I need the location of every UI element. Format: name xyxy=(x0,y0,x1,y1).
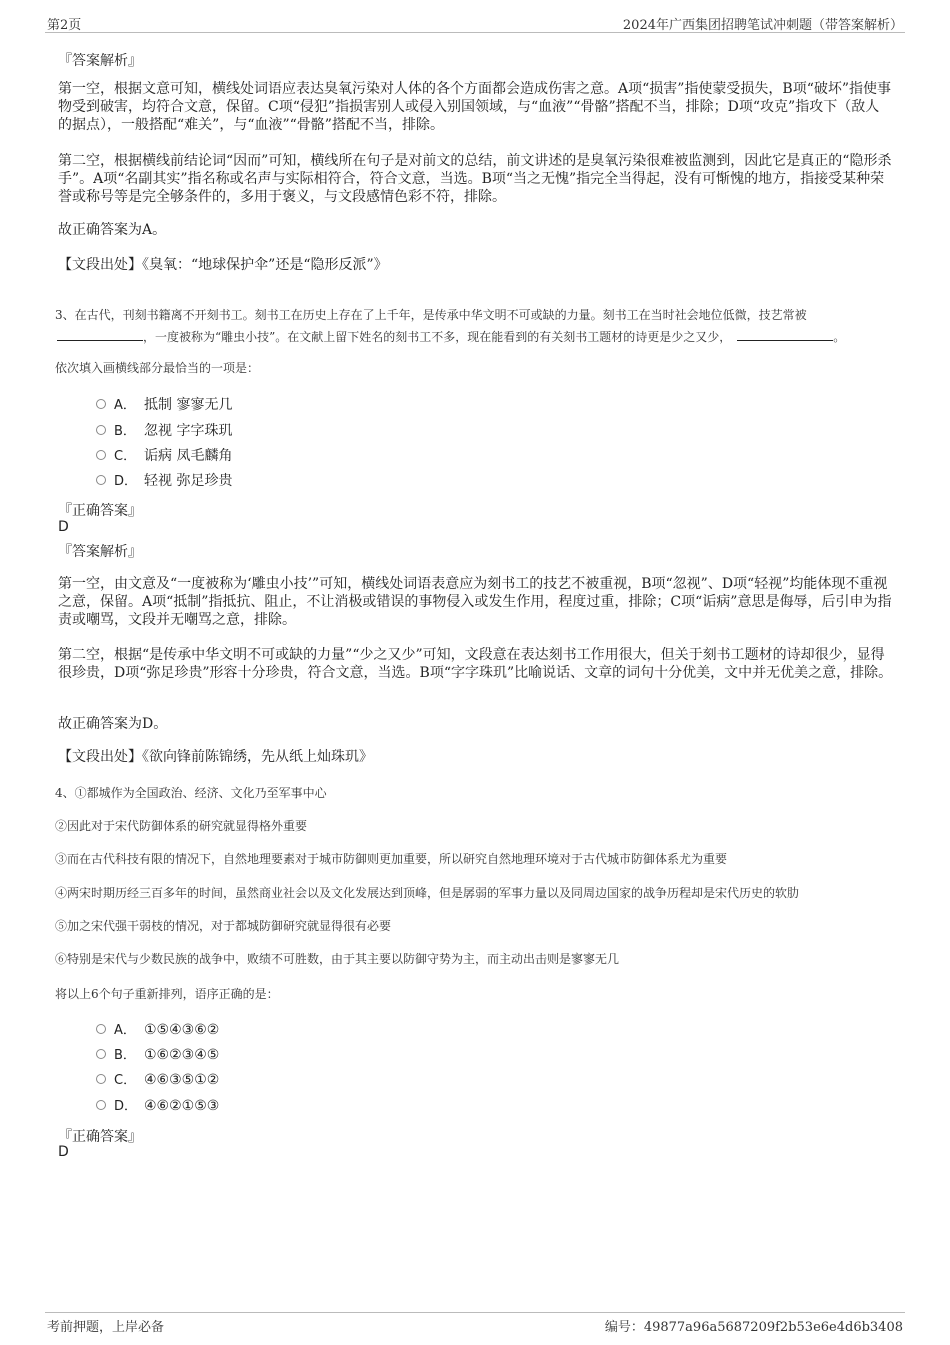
radio-icon[interactable] xyxy=(96,1074,106,1084)
radio-icon[interactable] xyxy=(96,399,106,409)
q3-correct-heading: 『正确答案』 xyxy=(58,503,142,519)
q2-conclusion: 故正确答案为A。 xyxy=(58,222,167,238)
q4-option-b[interactable]: B． ①⑥②③④⑤ xyxy=(96,1045,219,1065)
q4-option-c[interactable]: C． ④⑥③⑤①② xyxy=(96,1070,219,1090)
q3-analysis-para-2: 第二空，根据“是传承中华文明不可或缺的力量”“少之又少”可知，文段意在表达刻书工作用很大，但关于刻书工题材的诗却很少，显得很珍贵，D项“弥足珍贵”形容十分珍贵，符合文意，当选。B项“字字珠玑”比喻说话、文章的词句十分优美，文中并无优美之意，排除。 xyxy=(58,647,893,681)
page-header xyxy=(45,12,905,33)
q4-sentence-3: ③而在古代科技有限的情况下，自然地理要素对于城市防御则更加重要，所以研究自然地理环境对于古代城市防御体系尤为重要 xyxy=(55,852,728,866)
q3-blank-1 xyxy=(57,326,143,341)
q3-option-b[interactable]: B． 忽视 字字珠玑 xyxy=(96,421,232,441)
document-title: 2024年广西集团招聘笔试冲刺题（带答案解析） xyxy=(622,18,903,33)
q4-option-a[interactable]: A． ①⑤④③⑥② xyxy=(96,1020,219,1040)
q3-analysis-heading: 『答案解析』 xyxy=(58,544,142,560)
radio-icon[interactable] xyxy=(96,1024,106,1034)
q3-source: 【文段出处】《欲向锋前陈锦绣，先从纸上灿珠玑》 xyxy=(58,749,373,765)
q3-stem-part-3: 。 xyxy=(833,330,846,344)
q2-analysis-heading: 『答案解析』 xyxy=(58,53,142,69)
q2-analysis-para-2: 第二空，根据横线前结论词“因而”可知，横线所在句子是对前文的总结，前文讲述的是臭氧污染很难被监测到，因此它是真正的“隐形杀手”。A项“名副其实”指名称或名声与实际相符合，符合文意，当选。B项“当之无愧”指完全当得起，没有可惭愧的地方，指接受某种荣誉或称号等是完全够条件的，多用于褒义，与文段感情色彩不符，排除。 xyxy=(58,153,892,205)
q4-correct-answer: D xyxy=(58,1144,69,1160)
q3-option-a[interactable]: A． 抵制 寥寥无几 xyxy=(96,395,232,415)
document-id: 编号：49877a96a5687209f2b53e6e4d6b3408 xyxy=(604,1320,903,1335)
radio-icon[interactable] xyxy=(96,475,106,485)
radio-icon[interactable] xyxy=(96,425,106,435)
footer-slogan: 考前押题，上岸必备 xyxy=(47,1320,165,1335)
q4-sentence-5: ⑤加之宋代强干弱枝的情况，对于都城防御研究就显得很有必要 xyxy=(55,919,392,933)
q4-correct-heading: 『正确答案』 xyxy=(58,1129,142,1145)
page-number: 第2页 xyxy=(47,18,82,33)
q4-sentence-6: ⑥特别是宋代与少数民族的战争中，败绩不可胜数，由于其主要以防御守势为主，而主动出击则是寥寥无几 xyxy=(55,952,620,966)
q3-conclusion: 故正确答案为D。 xyxy=(58,716,168,732)
q3-stem-part-1: 3、在古代，刊刻书籍离不开刻书工。刻书工在历史上存在了上千年，是传承中华文明不可或缺的力量。刻书工在当时社会地位低微，技艺常被 xyxy=(55,308,807,322)
q3-stem xyxy=(55,304,900,348)
q3-stem-part-2: ，一度被称为“雕虫小技”。在文献上留下姓名的刻书工不多，现在能看到的有关刻书工题材的诗更是少之又少， xyxy=(143,330,732,344)
radio-icon[interactable] xyxy=(96,450,106,460)
q3-correct-answer: D xyxy=(58,519,69,535)
q4-sentence-4: ④两宋时期历经三百多年的时间，虽然商业社会以及文化发展达到顶峰，但是孱弱的军事力量以及同周边国家的战争历程却是宋代历史的软肋 xyxy=(55,886,800,900)
radio-icon[interactable] xyxy=(96,1100,106,1110)
q3-blank-2 xyxy=(737,326,833,341)
q4-sentence-2: ②因此对于宋代防御体系的研究就显得格外重要 xyxy=(55,819,308,833)
q3-analysis-para-1: 第一空，由文意及“一度被称为‘雕虫小技’”可知，横线处词语表意应为刻书工的技艺不被重视，B项“忽视”、D项“轻视”均能体现不重视之意，保留。A项“抵制”指抵抗、阻止，不让消极或错误的事物侵入或发生作用，程度过重，排除；C项“诟病”意思是侮辱，后引申为指责或嘲骂，文段并无嘲骂之意，排除。 xyxy=(58,576,892,628)
q4-sentence-1: 4、①都城作为全国政治、经济、文化乃至军事中心 xyxy=(55,786,327,800)
q2-source: 【文段出处】《臭氧：“地球保护伞”还是“隐形反派”》 xyxy=(58,257,388,273)
q2-analysis-para-1: 第一空，根据文意可知，横线处词语应表达臭氧污染对人体的各个方面都会造成伤害之意。A项“损害”指使蒙受损失，B项“破坏”指使事物受到破害，均符合文意，保留。C项“侵犯”指损害别人或侵入别国领域，与“血液”“骨骼”搭配不当，排除；D项“攻克”指攻下（敌人的据点），一般搭配“难关”，与“血液”“骨骼”搭配不当，排除。 xyxy=(58,81,892,133)
q3-option-c[interactable]: C． 诟病 凤毛麟角 xyxy=(96,446,232,466)
q4-prompt: 将以上6个句子重新排列，语序正确的是： xyxy=(55,987,279,1001)
radio-icon[interactable] xyxy=(96,1049,106,1059)
q4-option-d[interactable]: D． ④⑥②①⑤③ xyxy=(96,1096,219,1116)
q3-option-d[interactable]: D． 轻视 弥足珍贵 xyxy=(96,471,232,491)
q3-prompt: 依次填入画横线部分最恰当的一项是： xyxy=(55,361,260,375)
page-footer xyxy=(45,1312,905,1335)
